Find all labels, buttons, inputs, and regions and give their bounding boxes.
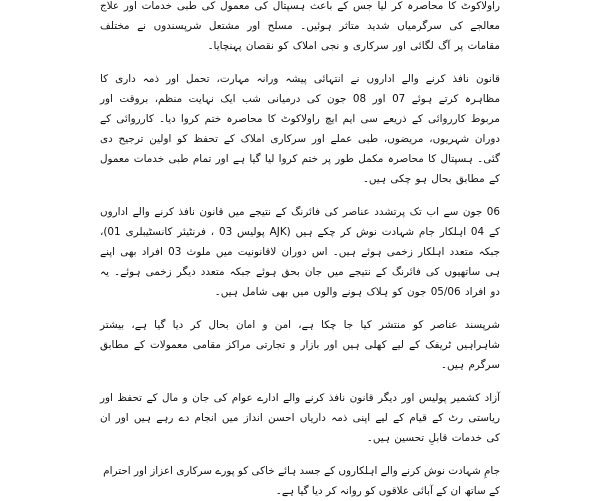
paragraph-martyrs: جامِ شہادت نوش کرنے والے اہلکاروں کے جسد ہائے خاکی کو پورے سرکاری اعزاز اور احترام کے ساتھ ان کے آبائی علاقوں کو روانہ کر دیا گیا ہے۔ — [103, 465, 500, 497]
paragraph-peace-restored: شرپسند عناصر کو منتشر کیا جا چکا ہے، امن و امان بحال کر دیا گیا ہے، بیشتر شاہراہیں ٹریفک کے لیے کھلی ہیں اور بازار و تجارتی مراکز مقامی معمولات کے مطابق سرگرم ہیں۔ — [100, 319, 500, 371]
paragraph-police-services: آزاد کشمیر پولیس اور دیگر قانون نافذ کرنے والے ادارے عوام کی جان و مال کے تحفظ اور ریاستی رٹ کے قیام کے لیے اپنی ذمہ داریاں احسن انداز میں انجام دے رہے ہیں اور ان کی خدمات قابلِ تحسین ہیں۔ — [100, 392, 500, 444]
paragraph-operation: قانون نافذ کرنے والے اداروں نے انتہائی پیشہ ورانہ مہارت، تحمل اور ذمہ داری کا مظاہرہ کرتے ہوئے 07 اور 08 جون کی درمیانی شب ایک نہایت منظم، بروقت اور مربوط کارروائی کے ذریعے سی ایم ایچ راولاکوٹ کا محاصرہ ختم کروا دیا۔ کارروائی کے دوران شہریوں، مریضوں، طبی عملے اور سرکاری املاک کے تحفظ کو اولین ترجیح دی گئی۔ ہسپتال کا محاصرہ مکمل طور پر ختم کروا لیا گیا ہے اور تمام طبی خدمات معمول کے مطابق بحال ہو چکی ہیں۔ — [99, 73, 501, 185]
paragraph-hospital-siege: راولاکوٹ کا محاصرہ کر لیا جس کے باعث ہسپتال کی معمول کی طبی خدمات اور علاج معالجے کی سرگرمیاں شدید متاثر ہوئیں۔ مسلح اور مشتعل شرپسندوں نے مختلف مقامات پر آگ لگائی اور سرکاری و نجی املاک کو نقصان پہنچایا۔ — [100, 0, 500, 52]
paragraph-casualties: 06 جون سے اب تک پرتشدد عناصر کی فائرنگ کے نتیجے میں قانون نافذ کرنے والے اداروں کے 04 اہلکار جام شہادت نوش کر چکے ہیں (AJK پولیس 03 ، فرنٹیئر کانسٹیبلری 01)، جبکہ متعدد اہلکار زخمی ہوئے ہیں۔ اس دوران لاقانونیت میں ملوث 03 افراد بھی اپنے ہی ساتھیوں کی فائرنگ کے نتیجے میں جان بحق ہوئے جبکہ متعدد دیگر زخمی ہوئے۔ یہ دو افراد 05/06 جون کو ہلاک ہونے والوں میں بھی شامل ہیں۔ — [100, 206, 501, 298]
document-body — [99, 0, 501, 497]
